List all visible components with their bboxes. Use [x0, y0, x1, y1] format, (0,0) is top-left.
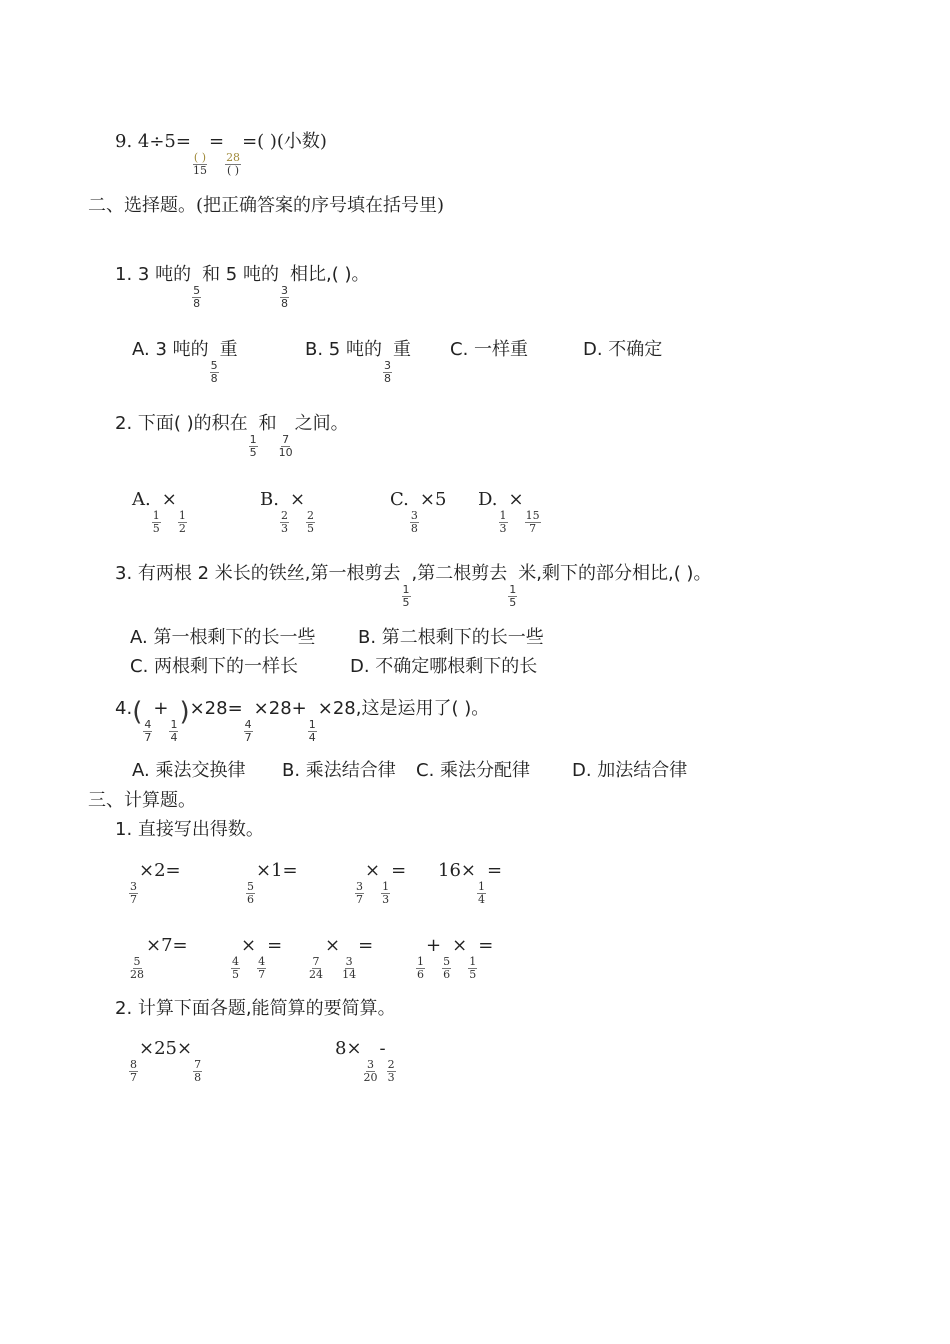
fraction: $\frac{4}{7}$ — [144, 718, 152, 744]
fraction: $\frac{3}{8}$ — [280, 284, 288, 310]
fraction: $\frac{8}{7}$ — [130, 1058, 137, 1084]
calc-1a: $\frac{3}{7}$ ×2= — [130, 860, 181, 906]
fraction: $\frac{5}{8}$ — [193, 284, 201, 310]
fraction: $\frac{1}{5}$ — [469, 955, 477, 981]
calc-2c: $\frac{7}{24}$ × $\frac{3}{14}$ = — [309, 935, 374, 981]
s2-q1-option-a[interactable]: A. 3 吨的 $\frac{5}{8}$ 重 — [132, 339, 238, 385]
fraction: $\frac{2}{3}$ — [280, 509, 288, 535]
q9-prefix: 9. 4÷5= — [115, 131, 191, 152]
s2-q3-stem: 3. 有两根 2 米长的铁丝,第一根剪去 $\frac{1}{5}$ ,第二根剪去 $\frac{1}{5}$ 米,剩下的部分相比,( )。 — [115, 563, 712, 609]
fraction: $\frac{4}{5}$ — [232, 955, 239, 981]
fraction: $\frac{7}{10}$ — [278, 433, 293, 459]
fraction: $\frac{5}{8}$ — [210, 359, 218, 385]
calc-2b: $\frac{4}{5}$ × $\frac{4}{7}$ = — [232, 935, 283, 981]
fraction: $\frac{15}{7}$ — [525, 509, 540, 535]
s2-q2-option-d[interactable]: D. $\frac{1}{3}$ × $\frac{15}{7}$ — [478, 489, 540, 535]
s2-q2-option-c[interactable]: C. $\frac{3}{8}$ ×5 — [390, 489, 447, 535]
q9-fraction-2: $\frac{28}{( )}$ — [226, 151, 241, 177]
s2-q2-stem: 2. 下面( )的积在 $\frac{1}{5}$ 和 $\frac{7}{10}$ 之间。 — [115, 413, 349, 459]
s2-q2-option-a[interactable]: A. $\frac{1}{5}$ × $\frac{1}{2}$ — [132, 489, 186, 535]
fraction: $\frac{7}{8}$ — [194, 1058, 202, 1084]
s3-q1-title: 1. 直接写出得数。 — [115, 819, 264, 840]
fraction: $\frac{5}{28}$ — [130, 955, 144, 981]
fraction: $\frac{3}{8}$ — [410, 509, 418, 535]
q9-line: 9. 4÷5= $\frac{( )}{15}$ = $\frac{28}{( )}$ =( )(小数) — [115, 131, 327, 177]
fraction: $\frac{1}{5}$ — [509, 583, 517, 609]
s2-q4-option-a[interactable]: A. 乘法交换律 — [132, 760, 246, 781]
s2-q1-option-b[interactable]: B. 5 吨的 $\frac{3}{8}$ 重 — [305, 339, 411, 385]
fraction: $\frac{1}{2}$ — [178, 509, 186, 535]
s2-q1-option-d[interactable]: D. 不确定 — [583, 339, 663, 360]
fraction: $\frac{1}{4}$ — [170, 718, 178, 744]
fraction: $\frac{4}{7}$ — [244, 718, 252, 744]
calc-3b: 8× $\frac{3}{20}$ - $\frac{2}{3}$ — [335, 1038, 395, 1084]
fraction: $\frac{3}{7}$ — [356, 880, 363, 906]
fraction: $\frac{3}{20}$ — [363, 1058, 378, 1084]
s2-q3-option-d[interactable]: D. 不确定哪根剩下的长 — [350, 656, 538, 677]
calc-1c: $\frac{3}{7}$ × $\frac{1}{3}$ = — [356, 860, 407, 906]
s2-q3-option-a[interactable]: A. 第一根剩下的长一些 — [130, 627, 316, 648]
s2-q3-option-c[interactable]: C. 两根剩下的一样长 — [130, 656, 299, 677]
s2-q4-option-c[interactable]: C. 乘法分配律 — [416, 760, 531, 781]
fraction: $\frac{1}{6}$ — [417, 955, 424, 981]
s2-q3-option-b[interactable]: B. 第二根剩下的长一些 — [358, 627, 544, 648]
s2-q4-option-d[interactable]: D. 加法结合律 — [572, 760, 688, 781]
s2-q2-option-b[interactable]: B. $\frac{2}{3}$ × $\frac{2}{5}$ — [260, 489, 315, 535]
fraction: $\frac{5}{6}$ — [247, 880, 254, 906]
fraction: $\frac{1}{4}$ — [308, 718, 316, 744]
fraction: $\frac{4}{7}$ — [258, 955, 266, 981]
fraction: $\frac{2}{5}$ — [307, 509, 315, 535]
q9-fraction-1: $\frac{( )}{15}$ — [192, 151, 207, 177]
s2-q1-stem: 1. 3 吨的 $\frac{5}{8}$ 和 5 吨的 $\frac{3}{8}$ 相比,( )。 — [115, 264, 370, 310]
section3-heading: 三、计算题。 — [88, 790, 196, 811]
fraction: $\frac{5}{6}$ — [443, 955, 451, 981]
q9-suffix: =( )(小数) — [242, 131, 327, 152]
fraction: $\frac{1}{3}$ — [499, 509, 507, 535]
fraction: $\frac{3}{7}$ — [130, 880, 137, 906]
fraction: $\frac{1}{5}$ — [249, 433, 257, 459]
fraction: $\frac{1}{5}$ — [402, 583, 410, 609]
fraction: $\frac{1}{4}$ — [478, 880, 485, 906]
s2-q1-option-c[interactable]: C. 一样重 — [450, 339, 529, 360]
section2-heading: 二、选择题。(把正确答案的序号填在括号里) — [88, 195, 445, 216]
calc-3a: $\frac{8}{7}$ ×25× $\frac{7}{8}$ — [130, 1038, 202, 1084]
s2-q4-option-b[interactable]: B. 乘法结合律 — [282, 760, 396, 781]
calc-1d: 16× $\frac{1}{4}$ = — [438, 860, 503, 906]
calc-1b: $\frac{5}{6}$ ×1= — [247, 860, 298, 906]
calc-2a: $\frac{5}{28}$ ×7= — [130, 935, 188, 981]
fraction: $\frac{1}{5}$ — [152, 509, 160, 535]
s2-q4-stem: 4.( $\frac{4}{7}$ + $\frac{1}{4}$ )×28= $\frac{4}{7}$ ×28+ $\frac{1}{4}$ ×28,这是运用了( )。 — [115, 697, 490, 744]
fraction: $\frac{2}{3}$ — [387, 1058, 395, 1084]
s3-q2-title: 2. 计算下面各题,能简算的要简算。 — [115, 998, 396, 1019]
fraction: $\frac{7}{24}$ — [309, 955, 323, 981]
fraction: $\frac{3}{14}$ — [342, 955, 357, 981]
fraction: $\frac{1}{3}$ — [382, 880, 390, 906]
fraction: $\frac{3}{8}$ — [383, 359, 391, 385]
calc-2d: $\frac{1}{6}$ + $\frac{5}{6}$ × $\frac{1}{5}$ = — [417, 935, 494, 981]
